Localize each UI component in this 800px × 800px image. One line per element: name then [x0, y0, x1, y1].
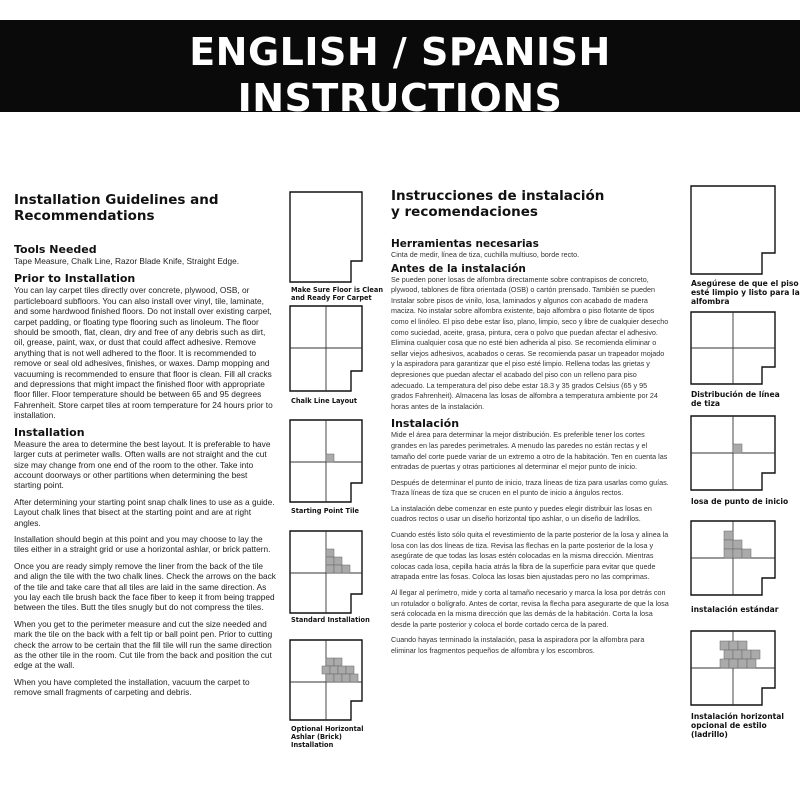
es-install-heading: Instalación: [391, 417, 460, 431]
es-install-p4: Cuando estés listo sólo quita el revestimiento de la parte posterior de la losa y alinea la losa con las dos líneas de tiza. Revisa las flechas en la parte posterior de la losa y asegúrate de que todas las losas estén colocadas en la misma dirección. Mientras colocas cada losa, cepilla hacia atrás la fibra de la superficie para evitar que quede atrapada entre las fosas. Coloca las losas bien ajustadas pero no las comprimas.: [391, 530, 669, 582]
clean-floor-diagram: [289, 191, 363, 283]
es-caption-chalk-line: Distribución de línea de tiza: [691, 390, 780, 408]
es-install-p3: La instalación debe comenzar en este punto y puedes elegir distribuir las losas en cuadros rectos o usar un diseño horizontal tipo ashlar, o un diseño de ladrillos.: [391, 503, 652, 524]
es-install-p5: Al llegar al perímetro, mide y corta al tamaño necesario y marca la losa por detrás con un rotulador o bolígrafo. Antes de cortar, revisa la flecha para asegurarte de que la losa será colocada en la misma dirección que las demás de la habitación. Corta la losa desde la parte posterior y coloca el borde cortado cerca de la pared.: [391, 588, 669, 629]
chalk-line-diagram: [289, 305, 363, 392]
en-install-p6: When you have completed the installation, vacuum the carpet to remove small fragments of carpeting and debris.: [14, 676, 250, 698]
en-prior-heading: Prior to Installation: [14, 272, 136, 286]
en-tools-text: Tape Measure, Chalk Line, Razor Blade Knife, Straight Edge.: [14, 256, 240, 266]
es-prior-text: Se pueden poner losas de alfombra directamente sobre contrapisos de concreto, plywood, tablones de fibra orientada (OSB) o cartón prensado. También se pueden Instalar sobre pisos de vinilo, losa, laminados y algunos con acabado de madera maciza. No instalar sobre alfombra existente, bajo alfombra o piso flotante de tipos como el linóleo. El piso debe estar liso, plano, limpio, seco y libre de cualquier desecho como suciedad, aceite, grasa, pintura, cera o polvo que puedan afectar el adhesivo. Elimina cualquier cosa que no esté bien adherida al piso. Se recomienda eliminar o sellar viejos adhesivos, acabados o ceras. Se recomienda pasar un trapeador mojado y la aspiradora para garantizar que el piso esté limpio. Rellena todas las grietas y depresiones que puedan afectar el acabado del piso con un relleno para piso adecuado. La temperatura del piso debe estar 18.3 y 35 grados Celsius (65 y 95 grados Fahrenheit). Almacena las losas de alfombra a temperatura ambiente por 24 horas antes de la instalación.: [391, 274, 669, 411]
en-install-p1: Measure the area to determine the best layout. It is preferable to have larger cuts at perimeter walls. Often walls are not straight and the cut size may change from one end of the room to the other. Take into account doorways or other partitions when determining the best starting point.: [14, 438, 271, 491]
en-install-p4: Once you are ready simply remove the liner from the back of the tile and align the tile with the two chalk lines. Check the arrows on the back of the tile and take care that all tiles are laid in the same direction. As you lay each tile brush back the face fiber to keep it from being trapped between the tiles. Butt the tiles snugly but do not compress the tiles.: [14, 560, 276, 613]
banner-title-line1: ENGLISH / SPANISH: [189, 30, 611, 74]
es-tools-text: Cinta de medir, línea de tiza, cuchilla multiuso, borde recto.: [391, 250, 580, 259]
starting-tile-diagram: [289, 419, 363, 503]
title-banner: [0, 20, 800, 120]
caption-standard-install: Standard Installation: [291, 616, 370, 624]
caption-ashlar-install: Optional Horizontal Ashlar (Brick) Installation: [291, 725, 364, 749]
es-prior-heading: Antes de la instalación: [391, 262, 526, 275]
en-install-p3: Installation should begin at this point and you may choose to lay the tiles either in a straight grid or use a horizontal ashlar, or brick pattern.: [14, 533, 271, 555]
en-prior-text: You can lay carpet tiles directly over concrete, plywood, OSB, or particleboard subfloors. You can also install over vinyl, tile, laminate, and some hardwood finished floors. Do not install over existing carpet, carpet padding, or floating type flooring such as linoleum. The floor should be smooth, flat, clean, dry and free of any debris such as dirt, oil, grease, paint, wax, or dust that could affect adhesive. Remove anything that is not well adhered to the floor. It is recommended to remove or seal old adhesives, finishes, or waxes. Damp mopping and vacuuming is recommended to ensure that floor is clean. Fill all cracks and depressions that might impact the finished floor with appropriate floor filler. Floor temperature should be between 65 and 95 degrees Fahrenheit. Store carpet tiles at room temperature for 24 hours prior to installation.: [14, 285, 273, 421]
ashlar-install-diagram: [289, 639, 363, 721]
caption-clean-floor: Make Sure Floor is Clean and Ready For Carpet: [291, 286, 384, 302]
standard-install-diagram: [289, 530, 363, 614]
es-tools-heading: Herramientas necesarias: [391, 238, 539, 250]
spanish-column: [391, 188, 669, 657]
es-install-p6: Cuando hayas terminado la instalación, pasa la aspiradora por la alfombra para eliminar los fragmentos pequeños de alfombra y los escombros.: [391, 635, 645, 655]
caption-starting-tile: Starting Point Tile: [291, 507, 359, 515]
en-install-p2: After determining your starting point snap chalk lines to use as a guide. Layout chalk lines that bisect at the starting point and are at right angles.: [14, 496, 275, 528]
es-caption-clean-floor: Asegúrese de que el piso esté limpio y listo para la alfombra: [691, 279, 800, 306]
es-install-p1: Mide el área para determinar la mejor distribución. Es preferible tener los cortes grandes en las paredes perimetrales. A menudo las paredes no están rectas y el tamaño del corte puede variar de un extremo a otro de la habitación. Ten en cuenta las entradas de puertas y otras particiones al determinar el mejor punto de inicio.: [391, 430, 668, 472]
en-install-heading: Installation: [14, 425, 85, 439]
es-standard-install-diagram: [690, 520, 776, 596]
es-clean-floor-diagram: [690, 185, 776, 275]
es-title: Instrucciones de instalación y recomendaciones: [391, 188, 605, 220]
es-starting-tile-diagram: [690, 415, 776, 491]
es-chalk-line-diagram: [690, 311, 776, 385]
es-ashlar-install-diagram: [690, 630, 776, 706]
es-install-p2: Después de determinar el punto de inicio, traza líneas de tiza para usarlas como guías. Traza líneas de tiza que se crucen en el punto de inicio a ángulos rectos.: [391, 477, 669, 498]
es-caption-starting-tile: losa de punto de inicio: [691, 497, 789, 506]
es-caption-ashlar-install: Instalación horizontal opcional de estilo (ladrillo): [691, 712, 784, 739]
es-caption-standard-install: instalación estándar: [691, 605, 779, 614]
caption-chalk-line: Chalk Line Layout: [291, 397, 357, 405]
en-install-p5: When you get to the perimeter measure and cut the size needed and mark the tile on the back with a felt tip or ball point pen. Prior to cutting check the arrow to be certain that the fill tile will run the same direction as the other tile in the room. Cut tile from the back and position the cut edge at the wall.: [14, 618, 273, 671]
en-title: Installation Guidelines and Recommendations: [14, 192, 219, 224]
en-tools-heading: Tools Needed: [14, 243, 97, 256]
banner-title-line2: INSTRUCTIONS: [237, 76, 563, 120]
english-column: [14, 192, 276, 698]
